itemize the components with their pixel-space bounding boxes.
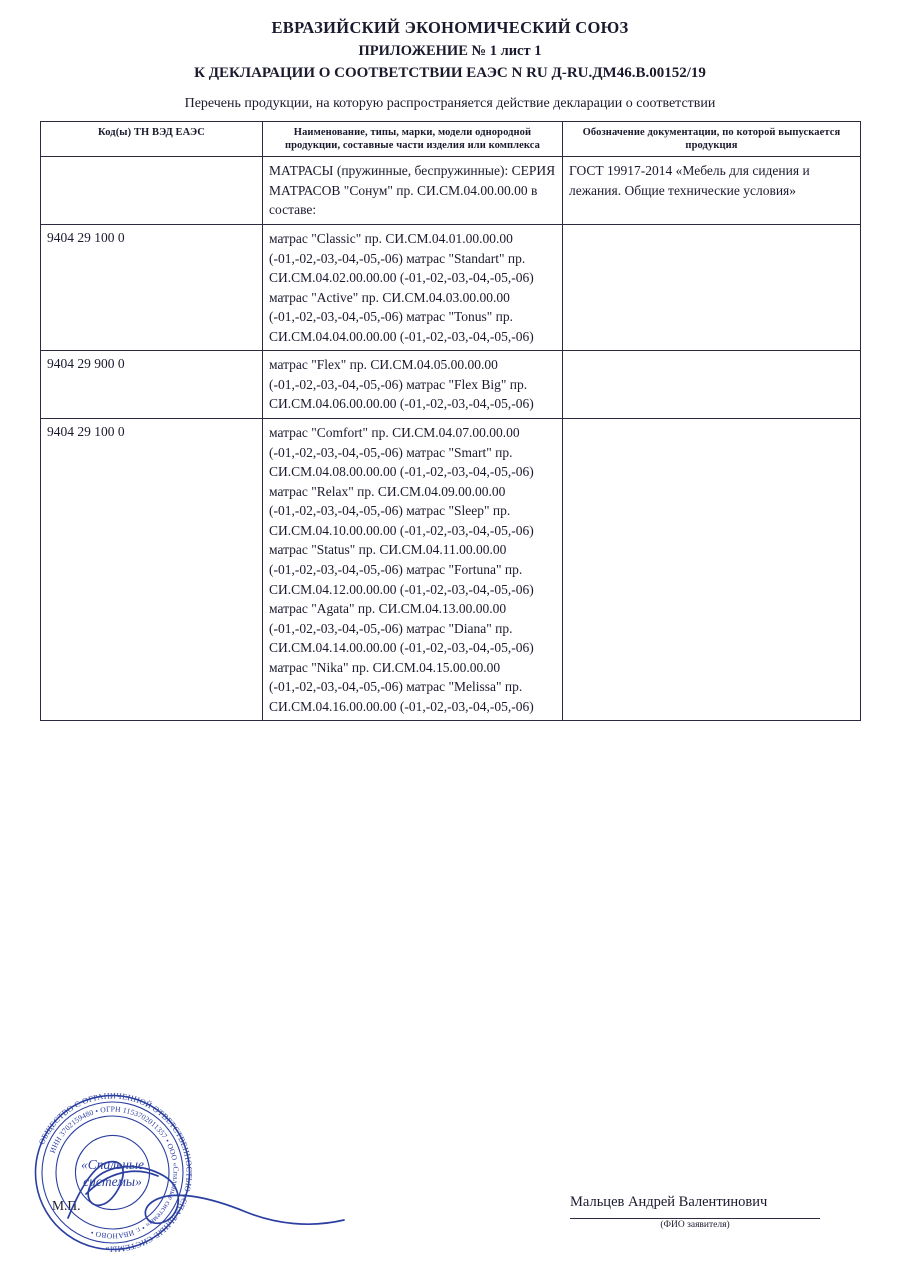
cell-code [41, 157, 263, 225]
column-header-code: Код(ы) ТН ВЭД ЕАЭС [41, 122, 263, 157]
cell-code: 9404 29 900 0 [41, 351, 263, 419]
cell-doc [563, 224, 861, 350]
table-row [41, 351, 861, 419]
page-title: ЕВРАЗИЙСКИЙ ЭКОНОМИЧЕСКИЙ СОЮЗ [271, 18, 629, 37]
stamp-inner-text: ИНН 3702159480 • ОГРН 1153702011357 • ООО «Спальные системы» • г. ИВАНОВО • [47, 1104, 181, 1241]
stamp-center-line1: «Спальные [80, 1157, 145, 1172]
table-header-row [41, 122, 861, 157]
cell-name: МАТРАСЫ (пружинные, беспружинные): СЕРИЯ МАТРАСОВ "Сонум" пр. СИ.СМ.04.00.00.00 в составе: [263, 157, 563, 225]
stamp-place-label: М.П. [52, 1198, 81, 1213]
table-row [41, 224, 861, 350]
cell-doc: ГОСТ 19917-2014 «Мебель для сидения и лежания. Общие технические условия» [563, 157, 861, 225]
stamp-outer-text: ОБЩЕСТВО С ОГРАНИЧЕННОЙ ОТВЕТСТВЕННОСТЬЮ «СПАЛЬНЫЕ СИСТЕМЫ» [37, 1091, 194, 1254]
signature-block [40, 1180, 860, 1250]
product-list-caption: Перечень продукции, на которую распространяется действие декларации о соответствии [184, 96, 716, 111]
cell-doc [563, 419, 861, 721]
column-header-doc: Обозначение документации, по которой выпускается продукция [563, 122, 861, 157]
cell-code: 9404 29 100 0 [41, 224, 263, 350]
cell-doc [563, 351, 861, 419]
signer-caption: (ФИО заявителя) [660, 1220, 730, 1230]
cell-name: матрас "Classic" пр. СИ.СМ.04.01.00.00.00 (-01,-02,-03,-04,-05,-06) матрас "Standart" пр. СИ.СМ.04.02.00.00.00 (-01,-02,-03,-04,-05,-06) матрас "Active" пр. СИ.СМ.04.03.00.00.00 (-01,-02,-03,-04,-05,-06) матрас "Tonus" пр. СИ.СМ.04.04.00.00.00 (-01,-02,-03,-04,-05,-06) [263, 224, 563, 350]
product-table [40, 121, 861, 721]
table-row [41, 419, 861, 721]
stamp-center-line2: системы» [83, 1174, 142, 1189]
cell-code: 9404 29 100 0 [41, 419, 263, 721]
column-header-name: Наименование, типы, марки, модели однородной продукции, составные части изделия или комплекса [263, 122, 563, 157]
document-title-block [40, 18, 860, 82]
declaration-number: К ДЕКЛАРАЦИИ О СООТВЕТСТВИИ ЕАЭС N RU Д-RU.ДМ46.В.00152/19 [194, 65, 706, 81]
signer-name: Мальцев Андрей Валентинович [570, 1194, 768, 1210]
appendix-subtitle: ПРИЛОЖЕНИЕ № 1 лист 1 [358, 43, 542, 59]
signature-rule [570, 1218, 820, 1219]
cell-name: матрас "Flex" пр. СИ.СМ.04.05.00.00.00 (-01,-02,-03,-04,-05,-06) матрас "Flex Big" пр. СИ.СМ.04.06.00.00.00 (-01,-02,-03,-04,-05,-06) [263, 351, 563, 419]
table-row [41, 157, 861, 225]
cell-name: матрас "Comfort" пр. СИ.СМ.04.07.00.00.00 (-01,-02,-03,-04,-05,-06) матрас "Smart" пр. СИ.СМ.04.08.00.00.00 (-01,-02,-03,-04,-05,-06) матрас "Relax" пр. СИ.СМ.04.09.00.00.00 (-01,-02,-03,-04,-05,-06) матрас "Sleep" пр. СИ.СМ.04.10.00.00.00 (-01,-02,-03,-04,-05,-06) матрас "Status" пр. СИ.СМ.04.11.00.00.00 (-01,-02,-03,-04,-05,-06) матрас "Fortuna" пр. СИ.СМ.04.12.00.00.00 (-01,-02,-03,-04,-05,-06) матрас "Agata" пр. СИ.СМ.04.13.00.00.00 (-01,-02,-03,-04,-05,-06) матрас "Diana" пр. СИ.СМ.04.14.00.00.00 (-01,-02,-03,-04,-05,-06) матрас "Nika" пр. СИ.СМ.04.15.00.00.00 (-01,-02,-03,-04,-05,-06) матрас "Melissa" пр. СИ.СМ.04.16.00.00.00 (-01,-02,-03,-04,-05,-06) [263, 419, 563, 721]
